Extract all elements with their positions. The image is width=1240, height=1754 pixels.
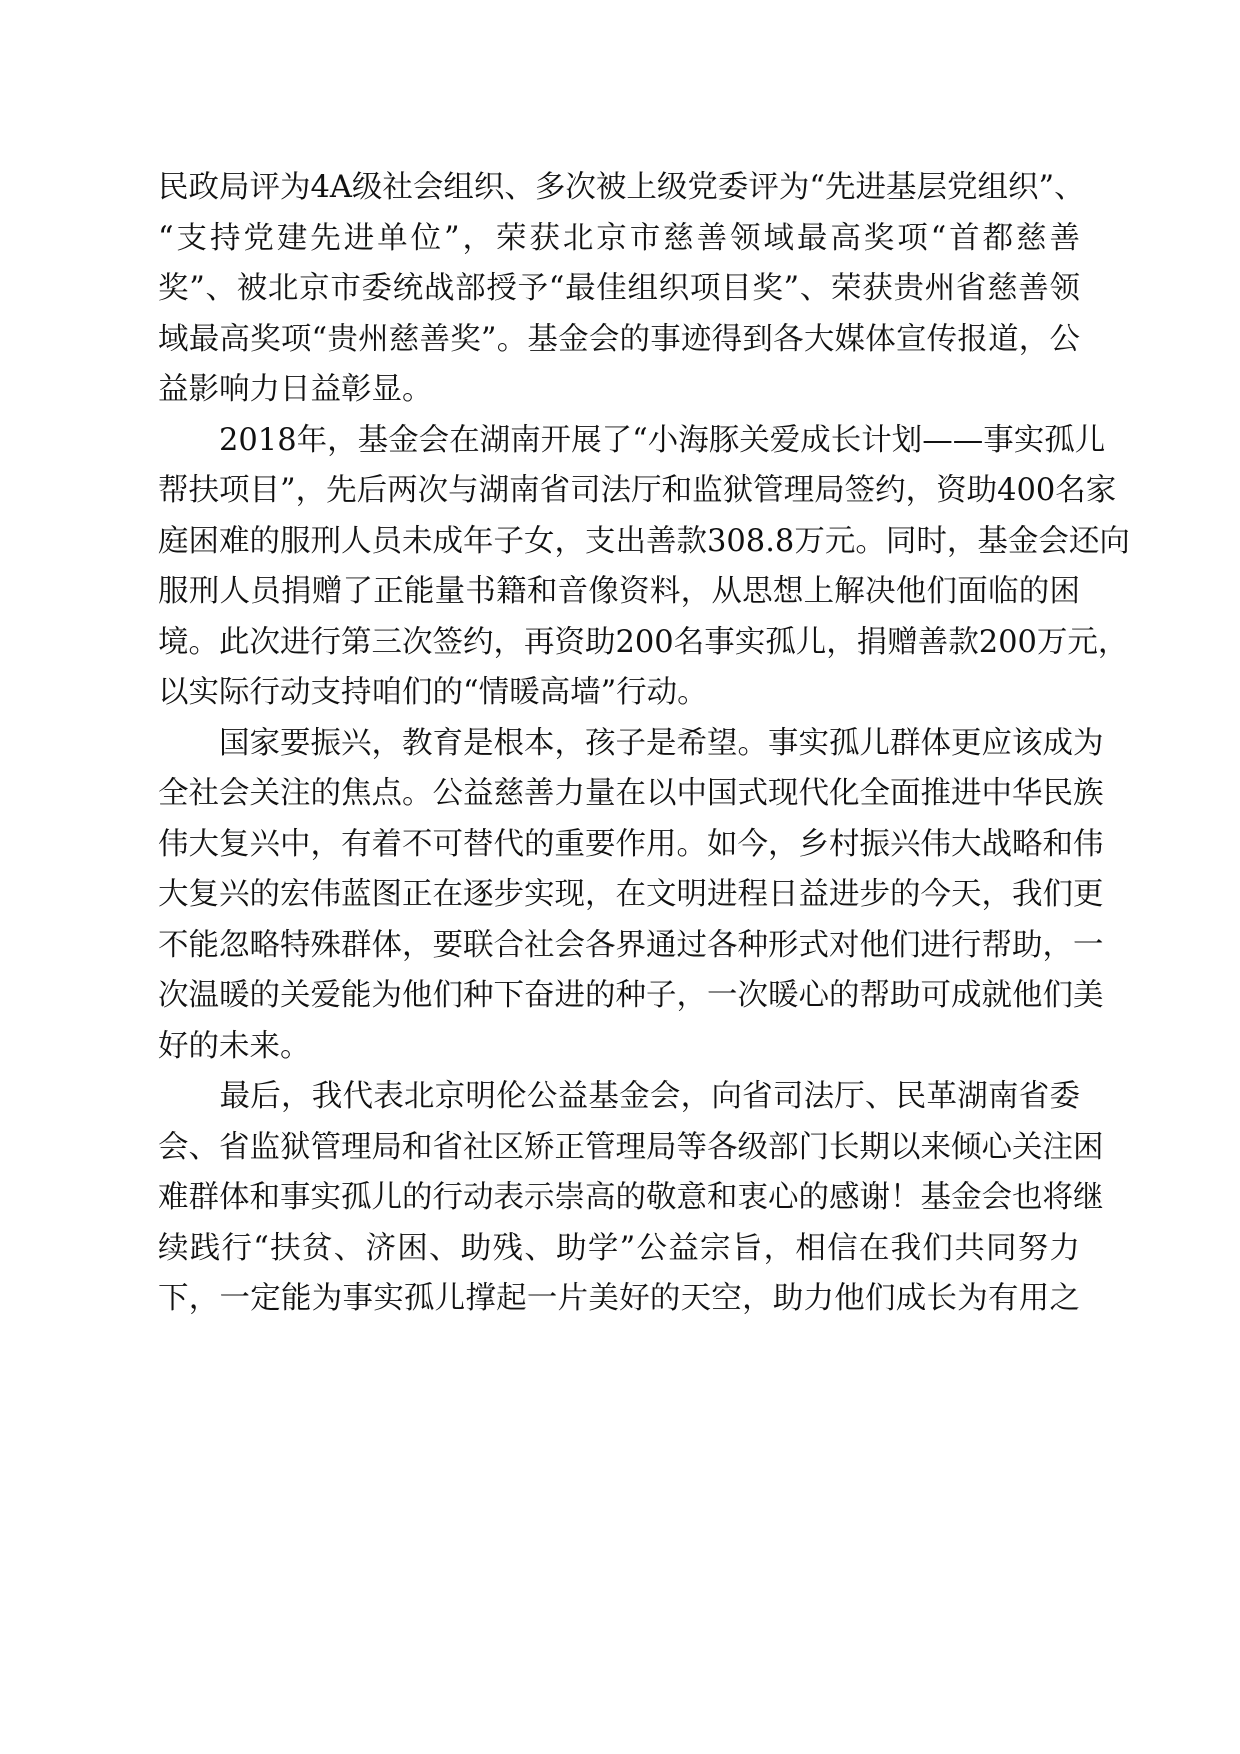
text-line: 以实际行动支持咱们的“情暖高墙”行动。 xyxy=(158,675,708,710)
text-line: 伟大复兴中，有着不可替代的重要作用。如今，乡村振兴伟大战略和伟 xyxy=(158,826,1104,862)
paragraph-4 xyxy=(158,1072,1104,1325)
text-line: 最后，我代表北京明伦公益基金会，向省司法厅、民革湖南省委 xyxy=(158,1079,1080,1114)
text-line: 次温暖的关爱能为他们种下奋进的种子，一次暖心的帮助可成就他们美 xyxy=(158,978,1104,1013)
document-body xyxy=(158,163,1130,1325)
paragraph-3 xyxy=(158,719,1104,1073)
text-line: 全社会关注的焦点。公益慈善力量在以中国式现代化全面推进中华民族 xyxy=(158,776,1104,811)
text-line: 大复兴的宏伟蓝图正在逐步实现，在文明进程日益进步的今天，我们更 xyxy=(158,877,1104,912)
text-line: 益影响力日益彰显。 xyxy=(158,372,433,407)
text-line: 难群体和事实孤儿的行动表示崇高的敬意和衷心的感谢！基金会也将继 xyxy=(158,1180,1104,1215)
text-line: 续践行“扶贫、济困、助残、助学”公益宗旨，相信在我们共同努力 xyxy=(158,1230,1080,1266)
paragraph-1 xyxy=(158,163,1085,416)
text-line: 2018年，基金会在湖南开展了“小海豚关爱成长计划——事实孤儿 xyxy=(158,422,1106,458)
text-line: 民政局评为4A级社会组织、多次被上级党委评为“先进基层党组织”、 xyxy=(158,170,1085,205)
text-line: 帮扶项目”，先后两次与湖南省司法厅和监狱管理局签约，资助400名家 xyxy=(158,473,1117,508)
text-line: 服刑人员捐赠了正能量书籍和音像资料，从思想上解决他们面临的困 xyxy=(158,574,1080,609)
text-line: 域最高奖项“贵州慈善奖”。基金会的事迹得到各大媒体宣传报道，公 xyxy=(158,321,1080,357)
text-line: 境。此次进行第三次签约，再资助200名事实孤儿，捐赠善款200万元， xyxy=(158,624,1129,660)
text-line: 下，一定能为事实孤儿撑起一片美好的天空，助力他们成长为有用之 xyxy=(158,1281,1080,1316)
paragraph-2 xyxy=(158,416,1130,719)
text-line: 国家要振兴，教育是根本，孩子是希望。事实孤儿群体更应该成为 xyxy=(158,725,1104,761)
text-line: 会、省监狱管理局和省社区矫正管理局等各级部门长期以来倾心关注困 xyxy=(158,1129,1104,1165)
text-line: 不能忽略特殊群体，要联合社会各界通过各种形式对他们进行帮助，一 xyxy=(158,927,1104,963)
text-line: 奖”、被北京市委统战部授予“最佳组织项目奖”、荣获贵州省慈善领 xyxy=(158,271,1080,306)
text-line: 庭困难的服刑人员未成年子女，支出善款308.8万元。同时，基金会还向 xyxy=(158,523,1130,559)
text-line: “支持党建先进单位”，荣获北京市慈善领域最高奖项“首都慈善 xyxy=(158,220,1080,256)
text-line: 好的未来。 xyxy=(158,1028,311,1064)
